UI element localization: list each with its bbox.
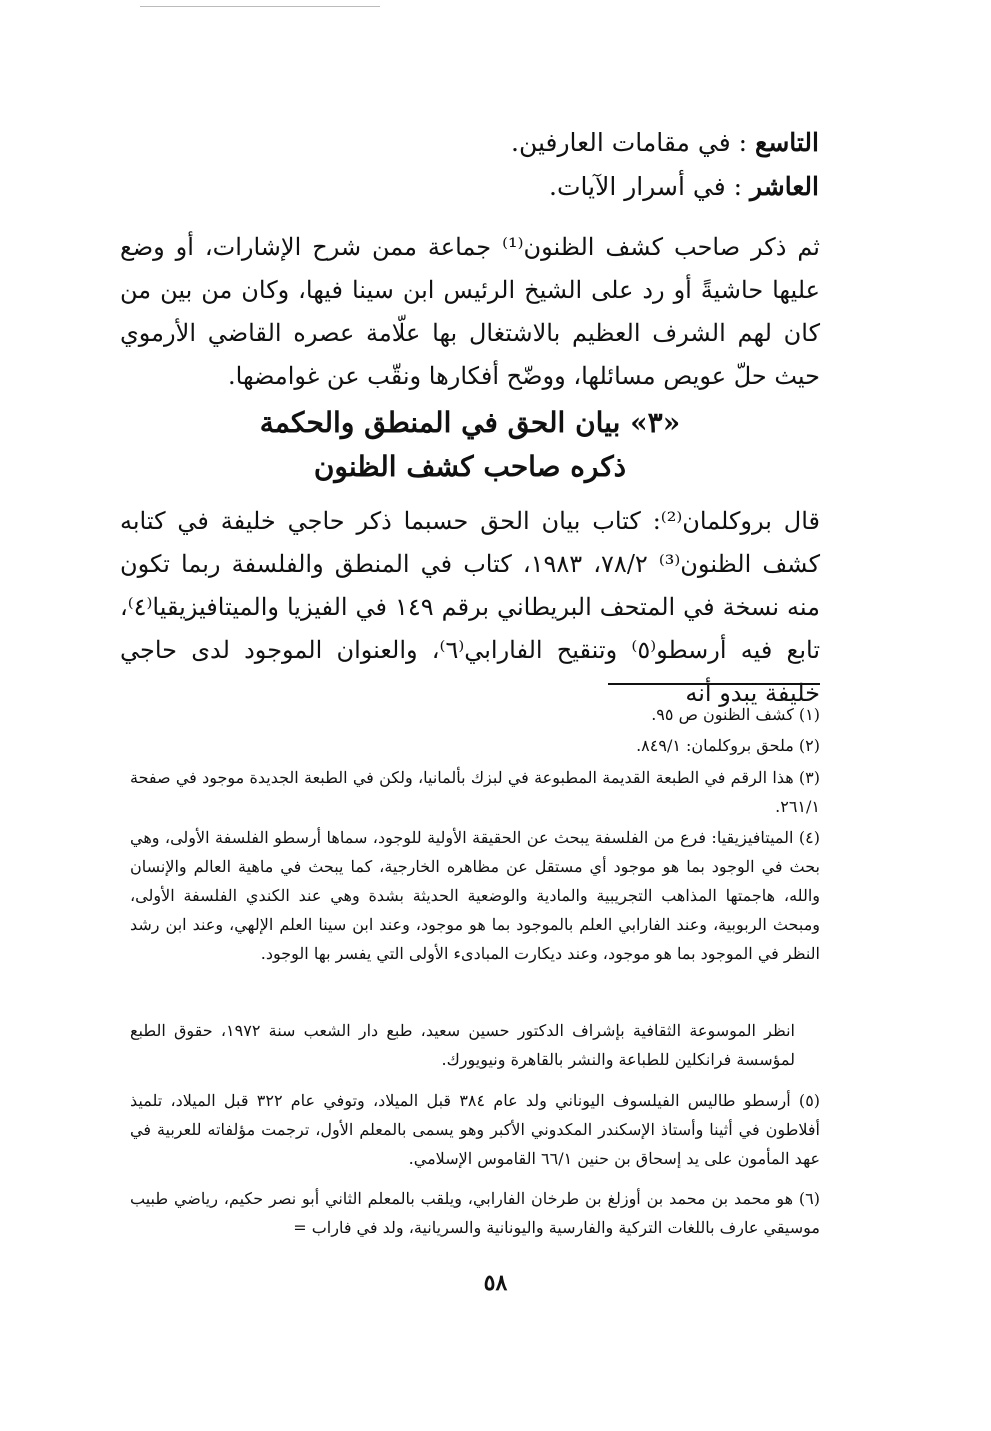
list-text: في مقامات العارفين.: [511, 128, 731, 157]
footnote-5: (٥) أرسطو طاليس الفيلسوف اليوناني ولد عام ٣٨٤ قبل الميلاد، وتوفي عام ٣٢٢ قبل الميلاد، تلميذ أفلاطون في أثينا وأستاذ الإسكندر المكدوني الأكبر وهو يسمى بالمعلم الأول، ترجمت مؤلفاته للعربية في عهد المأمون على يد إسحاق بن حنين ٦٦/١ القاموس الإسلامي.: [130, 1091, 821, 1168]
footnote-4: (٤) الميتافيزيقيا: فرع من الفلسفة يبحث عن الحقيقة الأولية للوجود، سماها أرسطو الفلسفة الأولى، وهي بحث في الوجود بما هو موجود أي مستقل عن مظاهره الخارجية، كما يبحث في ماهية العالم والإنسان والله، هاجمتها المذاهب التجريبية والمادية والوضعية الحديثة بشدة وهي عند الكندي الفلسفة الأولى، ومبحث الربوبية، وعند الفارابي العلم بالموجود بما هو موجود، وعند ابن سينا العلم الإلهي، وعند ابن رشد النظر في الموجود بما هو موجود، وعند ديكارت المبادىء الأولى التي يفسر بها الوجود.: [130, 828, 820, 963]
list-item-tenth: [159, 172, 819, 201]
paragraph-intro: ثم ذكر صاحب كشف الظنون⁽¹⁾ جماعة ممن شرح الإشارات، أو وضع عليها حاشيةً أو رد على الشيخ الرئيس ابن سينا فيها، وكان من بين من كان لهم الشرف العظيم بالاشتغال بها علّامة عصره القاضي الأرموي حيث حلّ عويص مسائلها، ووضّح أفكارها ونقّب عن غوامضها.: [120, 233, 820, 390]
list-label: التاسع: [755, 128, 819, 157]
list-label: العاشر: [750, 172, 819, 201]
page-number: ٥٨: [483, 1270, 508, 1296]
list-text: في أسرار الآيات.: [549, 172, 726, 201]
list-separator: :: [730, 128, 756, 157]
top-scan-line: [140, 6, 380, 7]
footnote-4-source: [130, 1016, 820, 1074]
footnote-6: (٦) هو محمد بن محمد بن أوزلغ بن طرخان الفارابي، ويلقب بالمعلم الثاني أبو نصر حكيم، رياضي طبيب موسيقي عارف باللغات التركية والفارسية واليونانية والسريانية، ولد في فاراب =: [130, 1189, 821, 1237]
footnote-2: (٢) ملحق بروكلمان: ٨٤٩/١.: [636, 736, 820, 755]
footnote-separator: [608, 683, 820, 685]
footnote-3: (٣) هذا الرقم في الطبعة القديمة المطبوعة في لبزك بألمانيا، ولكن في الطبعة الجديدة موجود في صفحة ٢٦١/١.: [130, 768, 820, 816]
section-heading: «٣» بيان الحق في المنطق والحكمة: [259, 406, 681, 439]
footnote-4-source-text: انظر الموسوعة الثقافية بإشراف الدكتور حسين سعيد، طبع دار الشعب سنة ١٩٧٢، حقوق الطبع لمؤسسة فرانكلين للطباعة والنشر بالقاهرة ونيويورك.: [130, 1021, 796, 1069]
list-item-ninth: [159, 128, 819, 157]
footnote-1: (١) كشف الظنون ص ٩٥.: [651, 705, 820, 724]
paragraph-brockelmann: قال بروكلمان⁽²⁾: كتاب بيان الحق حسبما ذكر حاجي خليفة في كتابه كشف الظنون⁽³⁾ ٧٨/٢، ١٩٨٣، كتاب في المنطق والفلسفة ربما تكون منه نسخة في المتحف البريطاني برقم ١٤٩ في الفيزيا والميتافيزيقيا⁽٤⁾، تابع فيه أرسطو⁽٥⁾ وتنقيح الفارابي⁽٦⁾، والعنوان الموجود لدى حاجي خليفة يبدو أنه: [120, 507, 821, 707]
list-separator: :: [725, 172, 751, 201]
section-subheading: ذكره صاحب كشف الظنون: [313, 450, 627, 483]
